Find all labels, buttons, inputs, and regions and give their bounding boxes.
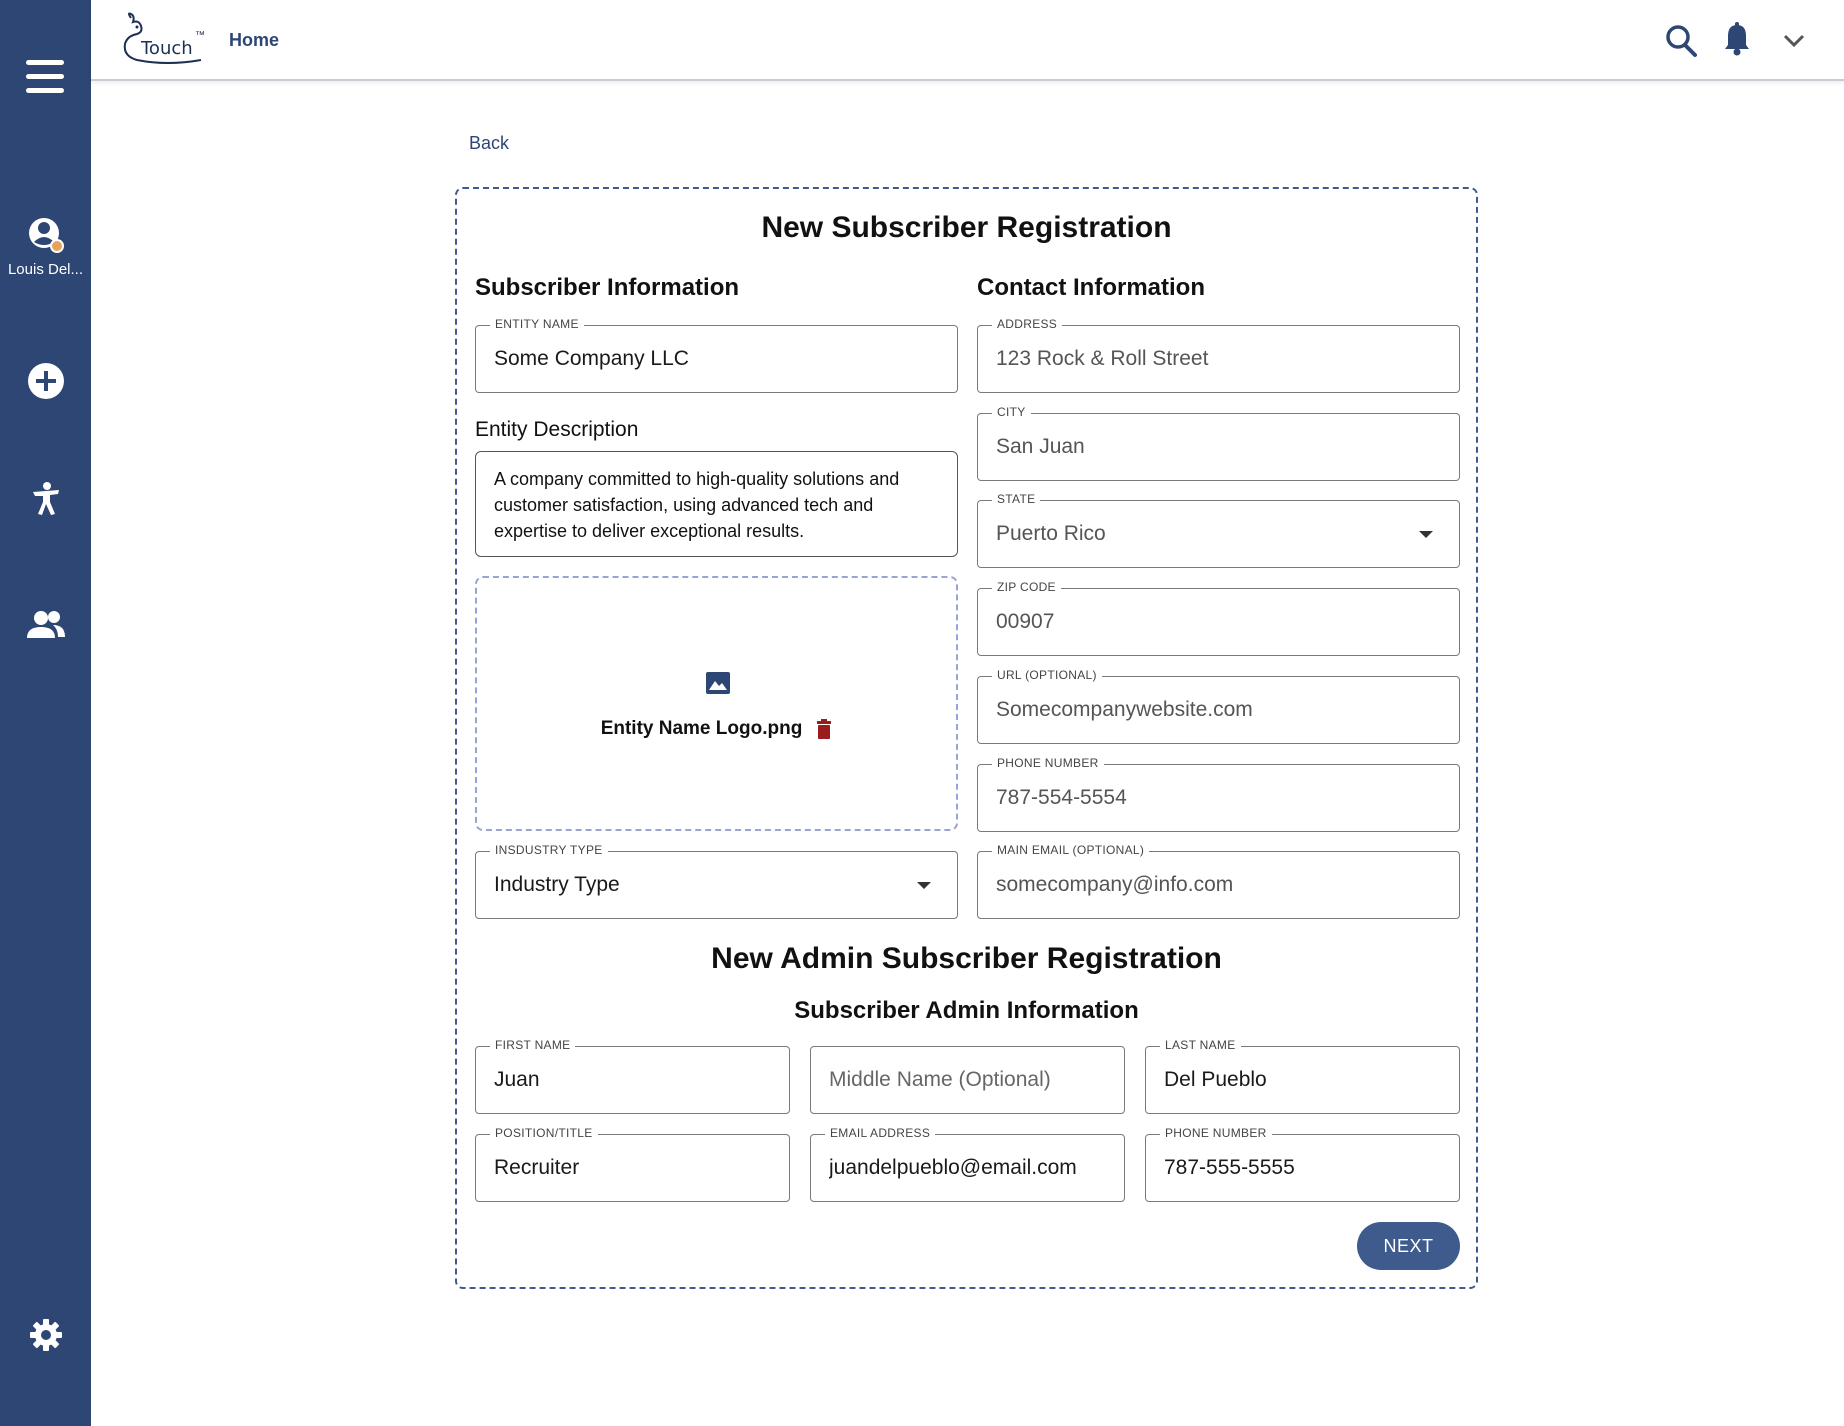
entity-name-label: ENTITY NAME [490, 317, 584, 331]
page-title: New Subscriber Registration [761, 211, 1172, 244]
state-value[interactable] [996, 501, 1441, 567]
user-avatar-icon [26, 215, 66, 255]
admin-info-subtitle: Subscriber Admin Information [794, 997, 1139, 1024]
first-name-label: FIRST NAME [490, 1038, 575, 1052]
position-title-label: POSITION/TITLE [490, 1126, 598, 1140]
url-field[interactable] [977, 668, 1460, 744]
bell-icon[interactable] [1723, 22, 1751, 56]
main-email-label: MAIN EMAIL (OPTIONAL) [992, 843, 1149, 857]
hamburger-menu-icon[interactable] [26, 60, 64, 94]
image-icon [706, 672, 730, 694]
city-input[interactable] [996, 414, 1441, 480]
url-label: URL (OPTIONAL) [992, 668, 1102, 682]
subscriber-info-heading: Subscriber Information [475, 274, 740, 301]
url-input[interactable] [996, 677, 1441, 743]
next-button[interactable]: NEXT [1357, 1222, 1460, 1270]
logo-upload-dropzone[interactable] [475, 576, 958, 831]
app-logo[interactable] [91, 0, 221, 81]
last-name-field[interactable] [1145, 1038, 1460, 1114]
state-select[interactable] [977, 492, 1460, 568]
phone-number-input[interactable] [996, 765, 1441, 831]
phone-number-label: PHONE NUMBER [992, 756, 1104, 770]
logo-trademark: ™ [195, 30, 205, 41]
search-icon[interactable] [1665, 24, 1697, 58]
last-name-input[interactable] [1164, 1047, 1441, 1113]
position-title-input[interactable] [494, 1135, 771, 1201]
industry-type-value[interactable] [494, 852, 939, 918]
main-email-input[interactable] [996, 852, 1441, 918]
admin-phone-label: PHONE NUMBER [1160, 1126, 1272, 1140]
trash-icon[interactable] [816, 719, 832, 739]
admin-phone-input[interactable] [1164, 1135, 1441, 1201]
gear-icon [29, 1318, 63, 1352]
entity-name-field[interactable] [475, 317, 958, 393]
back-link[interactable]: Back [469, 133, 510, 153]
person-pose-icon [31, 482, 61, 516]
sidebar-item-accessibility[interactable] [0, 482, 91, 516]
sidebar-item-add[interactable] [0, 362, 91, 400]
admin-registration-title: New Admin Subscriber Registration [711, 942, 1222, 975]
users-group-icon [27, 610, 65, 640]
dropdown-arrow-icon [1419, 531, 1433, 538]
entity-name-input[interactable] [494, 326, 939, 392]
sidebar-user[interactable] [0, 215, 91, 278]
sidebar-item-users[interactable] [0, 610, 91, 640]
last-name-label: LAST NAME [1160, 1038, 1241, 1052]
registration-form-card [455, 187, 1478, 1289]
industry-type-select[interactable] [475, 843, 958, 919]
top-bar [91, 0, 1844, 81]
middle-name-input[interactable] [829, 1047, 1106, 1113]
city-field[interactable] [977, 405, 1460, 481]
zip-code-label: ZIP CODE [992, 580, 1061, 594]
entity-description-textarea[interactable]: A company committed to high-quality solutions and customer satisfaction, using advanced tech and expertise to deliver exceptional results. [475, 451, 958, 557]
address-input[interactable] [996, 326, 1441, 392]
admin-phone-field[interactable] [1145, 1126, 1460, 1202]
plus-circle-icon [27, 362, 65, 400]
state-label: STATE [992, 492, 1040, 506]
address-field[interactable] [977, 317, 1460, 393]
contact-info-heading: Contact Information [977, 274, 1205, 301]
uploaded-file [477, 718, 956, 740]
admin-email-input[interactable] [829, 1135, 1106, 1201]
zip-code-field[interactable] [977, 580, 1460, 656]
industry-type-label: INSDUSTRY TYPE [490, 843, 608, 857]
chevron-down-icon[interactable] [1783, 34, 1805, 48]
phone-number-field[interactable] [977, 756, 1460, 832]
position-title-field[interactable] [475, 1126, 790, 1202]
address-label: ADDRESS [992, 317, 1062, 331]
logo-text: Touch [141, 38, 193, 59]
dropdown-arrow-icon [917, 882, 931, 889]
sidebar-user-name: Louis Del... [7, 261, 84, 278]
middle-name-field[interactable] [810, 1046, 1125, 1114]
admin-email-label: EMAIL ADDRESS [825, 1126, 935, 1140]
sidebar-item-settings[interactable] [0, 1318, 91, 1352]
uploaded-file-name: Entity Name Logo.png [600, 718, 803, 739]
main-email-field[interactable] [977, 843, 1460, 919]
zip-code-input[interactable] [996, 589, 1441, 655]
nav-home-link[interactable]: Home [229, 30, 280, 50]
entity-description-label: Entity Description [475, 418, 639, 441]
admin-email-field[interactable] [810, 1126, 1125, 1202]
first-name-field[interactable] [475, 1038, 790, 1114]
city-label: CITY [992, 405, 1031, 419]
first-name-input[interactable] [494, 1047, 771, 1113]
sidebar [0, 0, 91, 1426]
